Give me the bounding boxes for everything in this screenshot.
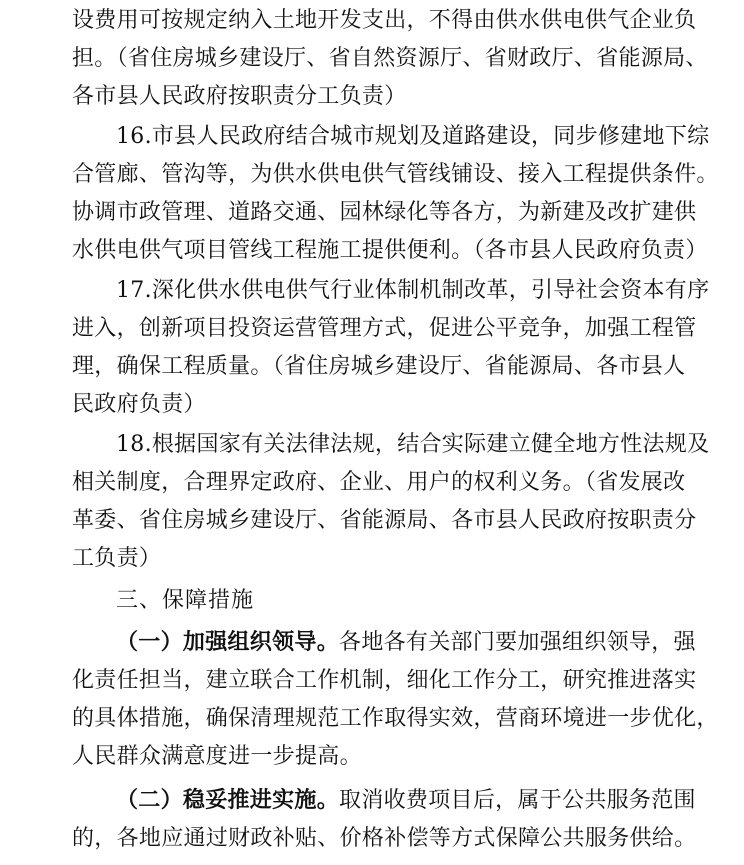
subsection-text: 各地各有关部门要加强组织领导，强 (339, 630, 696, 655)
item-18-line: 18.根据国家有关法律法规，结合实际建立健全地方性法规及 (116, 432, 710, 457)
item-17-line: 17.深化供水供电供气行业体制机制改革，引导社会资本有序 (116, 278, 710, 303)
paragraph-line: 各市县人民政府按职责分工负责） (72, 84, 407, 109)
item-16-line: 16.市县人民政府结合城市规划及道路建设，同步修建地下综 (116, 124, 710, 149)
paragraph-line: 的具体措施，确保清理规范工作取得实效，营商环境进一步优化， (72, 706, 719, 731)
subsection-title: （二）稳妥推进实施。 (116, 788, 340, 813)
paragraph-line: 相关制度，合理界定政府、企业、用户的权利义务。（省发展改 (72, 470, 686, 495)
paragraph-line: 设费用可按规定纳入土地开发支出，不得由供水供电供气企业负 (72, 8, 697, 33)
paragraph-line: 理，确保工程质量。（省住房城乡建设厅、省能源局、各市县人 (72, 354, 686, 379)
subsection-text: 取消收费项目后，属于公共服务范围 (339, 788, 696, 813)
paragraph-line: 进入，创新项目投资运营管理方式，促进公平竞争，加强工程管 (72, 316, 697, 341)
subsection-title: （一）加强组织领导。 (116, 630, 340, 655)
paragraph-line: 担。（省住房城乡建设厅、省自然资源厅、省财政厅、省能源局、 (72, 46, 708, 71)
paragraph-line: 合管廊、管沟等，为供水供电供气管线铺设、接入工程提供条件。 (72, 162, 719, 187)
paragraph-line: 民政府负责） (72, 392, 206, 417)
paragraph-line: 工负责） (72, 546, 162, 571)
paragraph-line: 革委、省住房城乡建设厅、省能源局、各市县人民政府按职责分 (72, 508, 697, 533)
subsection-2-line (116, 782, 696, 820)
paragraph-line: 水供电供气项目管线工程施工提供便利。（各市县人民政府负责） (72, 238, 708, 263)
section-heading: 三、保障措施 (116, 588, 255, 613)
paragraph-line: 人民群众满意度进一步提高。 (72, 744, 362, 769)
paragraph-line: 的，各地应通过财政补贴、价格补偿等方式保障公共服务供给。 (72, 826, 697, 851)
paragraph-line: 化责任担当，建立联合工作机制，细化工作分工，研究推进落实 (72, 668, 697, 693)
subsection-1-line (116, 624, 696, 662)
paragraph-line: 协调市政管理、道路交通、园林绿化等各方，为新建及改扩建供 (72, 200, 697, 225)
